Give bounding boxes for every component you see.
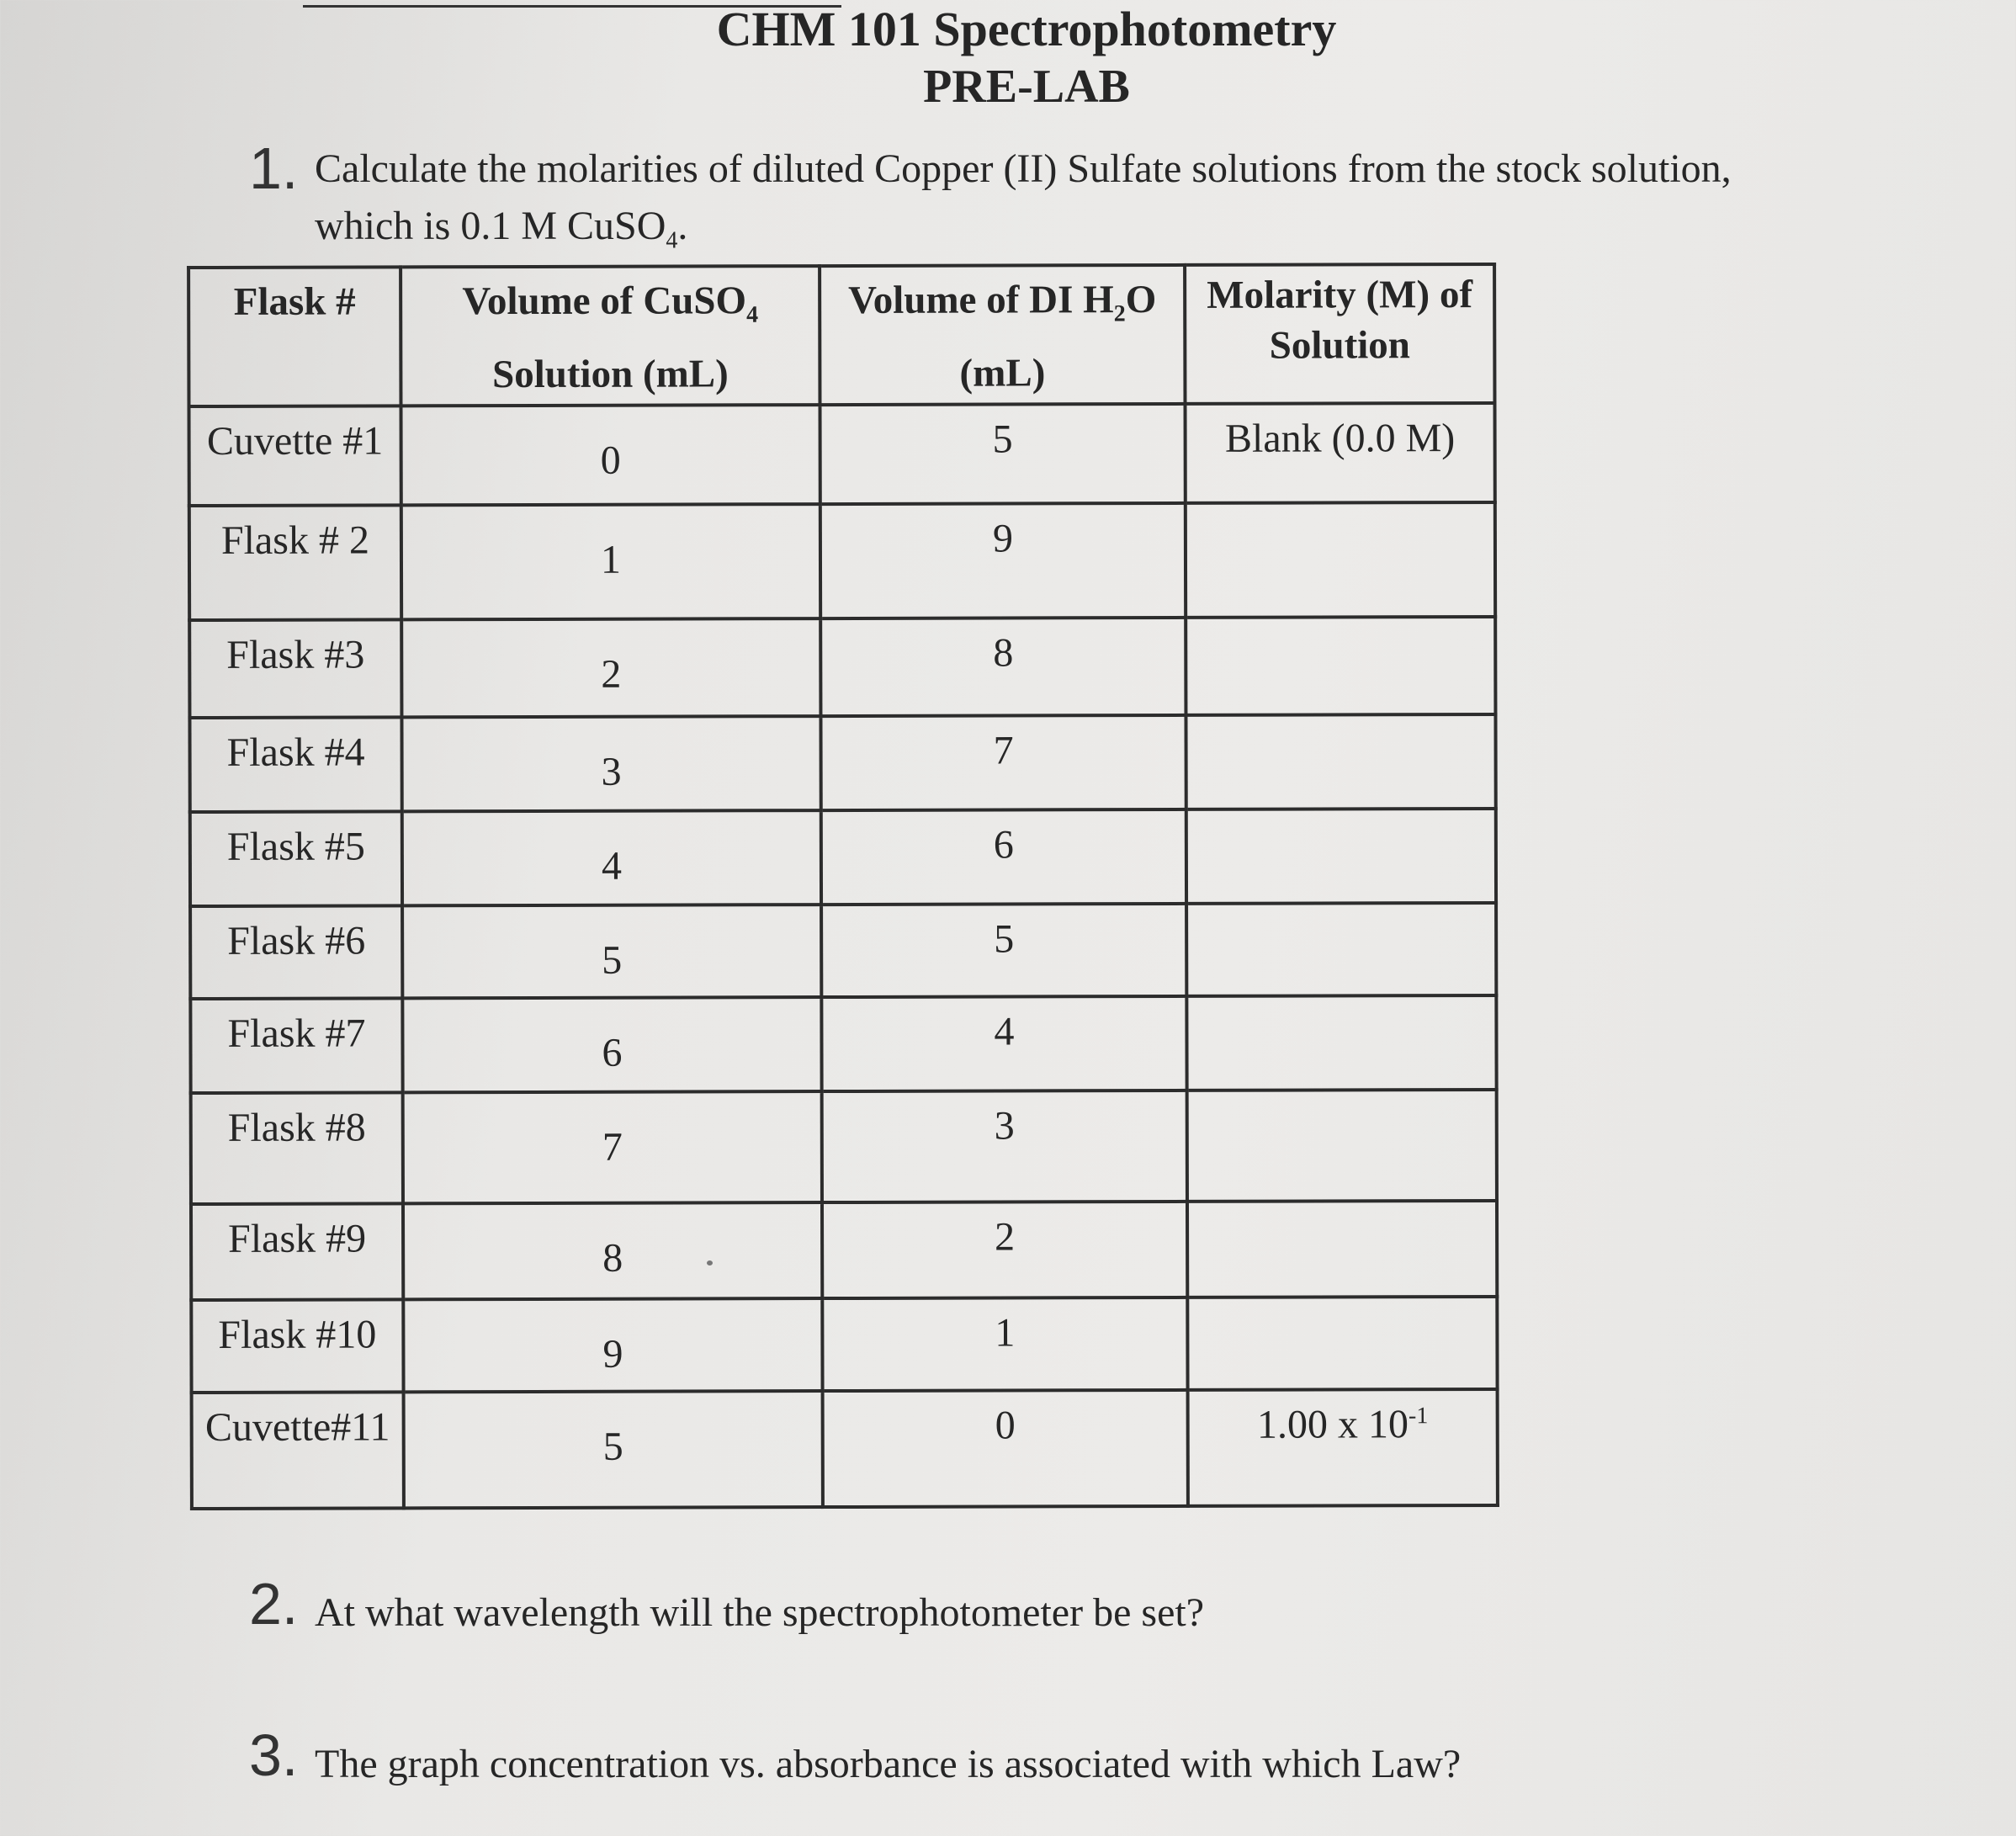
water-volume-cell: 9	[820, 503, 1186, 618]
water-volume-cell: 0	[823, 1390, 1188, 1507]
dilution-table	[187, 263, 1499, 1510]
cuso4-volume-cell: 6	[402, 997, 821, 1092]
molarity-cell[interactable]	[1187, 1297, 1497, 1390]
question-1-number: 1.	[249, 135, 299, 201]
table-row	[191, 1201, 1497, 1300]
page-subtitle: PRE-LAB	[923, 61, 1130, 113]
page-title: CHM 101 Spectrophotometry	[716, 2, 1337, 56]
water-volume-cell: 3	[822, 1090, 1187, 1202]
cuso4-volume-cell: 0	[401, 405, 820, 505]
flask-cell: Cuvette #1	[189, 406, 401, 507]
cuso4-volume-cell: 9	[403, 1298, 822, 1392]
header-flask: Flask #	[188, 267, 401, 406]
molarity-cell[interactable]: Blank (0.0 M)	[1186, 403, 1495, 503]
header-volume-water: Volume of DI $H_2O$ (mL)	[820, 265, 1185, 406]
water-volume-cell: 2	[822, 1202, 1187, 1298]
flask-cell: Flask #5	[190, 812, 402, 907]
question-3-text: The graph concentration vs. absorbance is associated with which Law?	[315, 1742, 1462, 1786]
cuso4-volume-cell: 3	[401, 716, 820, 811]
cuso4-volume-cell: 5	[402, 905, 821, 998]
table-row	[192, 1389, 1498, 1509]
molarity-cell[interactable]	[1187, 1090, 1497, 1202]
molarity-cell[interactable]	[1186, 903, 1496, 996]
molarity-cell[interactable]: 1.00 x $10^{-1}$	[1188, 1389, 1498, 1506]
flask-cell: Flask #9	[191, 1204, 403, 1301]
molarity-cell[interactable]	[1186, 809, 1496, 904]
paper-speck	[707, 1260, 713, 1266]
table-row	[190, 809, 1496, 906]
table-row	[189, 714, 1495, 812]
molarity-cell[interactable]	[1186, 995, 1496, 1090]
header-molarity: Molarity (M) of Solution	[1185, 264, 1494, 404]
flask-cell: Flask #8	[191, 1093, 403, 1205]
table-row	[191, 1090, 1497, 1204]
table-row	[191, 1297, 1497, 1393]
flask-cell: Flask #4	[189, 718, 401, 813]
flask-cell: Flask #6	[190, 906, 402, 1000]
flask-cell: Flask #10	[191, 1300, 403, 1393]
water-volume-cell: 5	[820, 404, 1186, 504]
cuso4-volume-cell: 5	[404, 1391, 823, 1508]
cuso4-volume-cell: 2	[401, 618, 820, 717]
molarity-cell[interactable]	[1186, 617, 1495, 715]
molarity-cell[interactable]	[1187, 1201, 1497, 1297]
question-3-number: 3.	[249, 1722, 299, 1788]
flask-cell: Flask #7	[190, 999, 402, 1094]
water-volume-cell: 7	[820, 715, 1186, 810]
table-row	[189, 403, 1495, 506]
flask-cell: Flask # 2	[189, 506, 401, 621]
molarity-cell[interactable]	[1186, 502, 1495, 618]
cuso4-volume-cell: 8	[403, 1202, 822, 1299]
flask-cell: Cuvette#11	[192, 1393, 404, 1510]
water-volume-cell: 4	[821, 996, 1186, 1091]
cuso4-volume-cell: 4	[402, 810, 821, 905]
cuso4-volume-cell: 7	[403, 1091, 822, 1203]
flask-cell: Flask #3	[189, 620, 401, 719]
question-1-line-2: which is 0.1 M CuSO$_4$.	[315, 204, 688, 254]
cuso4-volume-cell: 1	[401, 504, 820, 619]
question-2-text: At what wavelength will the spectrophotometer be set?	[315, 1590, 1205, 1635]
table-row	[189, 502, 1495, 620]
table-row	[189, 617, 1495, 718]
header-volume-cuso4: Volume of CuSO$_4$ Solution (mL)	[401, 266, 820, 406]
table-row	[190, 995, 1496, 1093]
molarity-cell[interactable]	[1186, 714, 1495, 809]
water-volume-cell: 6	[821, 809, 1186, 905]
question-1-line-1: Calculate the molarities of diluted Copper (II) Sulfate solutions from the stock solution,	[315, 146, 1732, 191]
water-volume-cell: 8	[820, 618, 1186, 716]
water-volume-cell: 5	[821, 904, 1186, 997]
table-header-row	[188, 264, 1494, 406]
water-volume-cell: 1	[822, 1297, 1187, 1391]
table-row	[190, 903, 1496, 999]
question-2-number: 2.	[249, 1571, 299, 1637]
